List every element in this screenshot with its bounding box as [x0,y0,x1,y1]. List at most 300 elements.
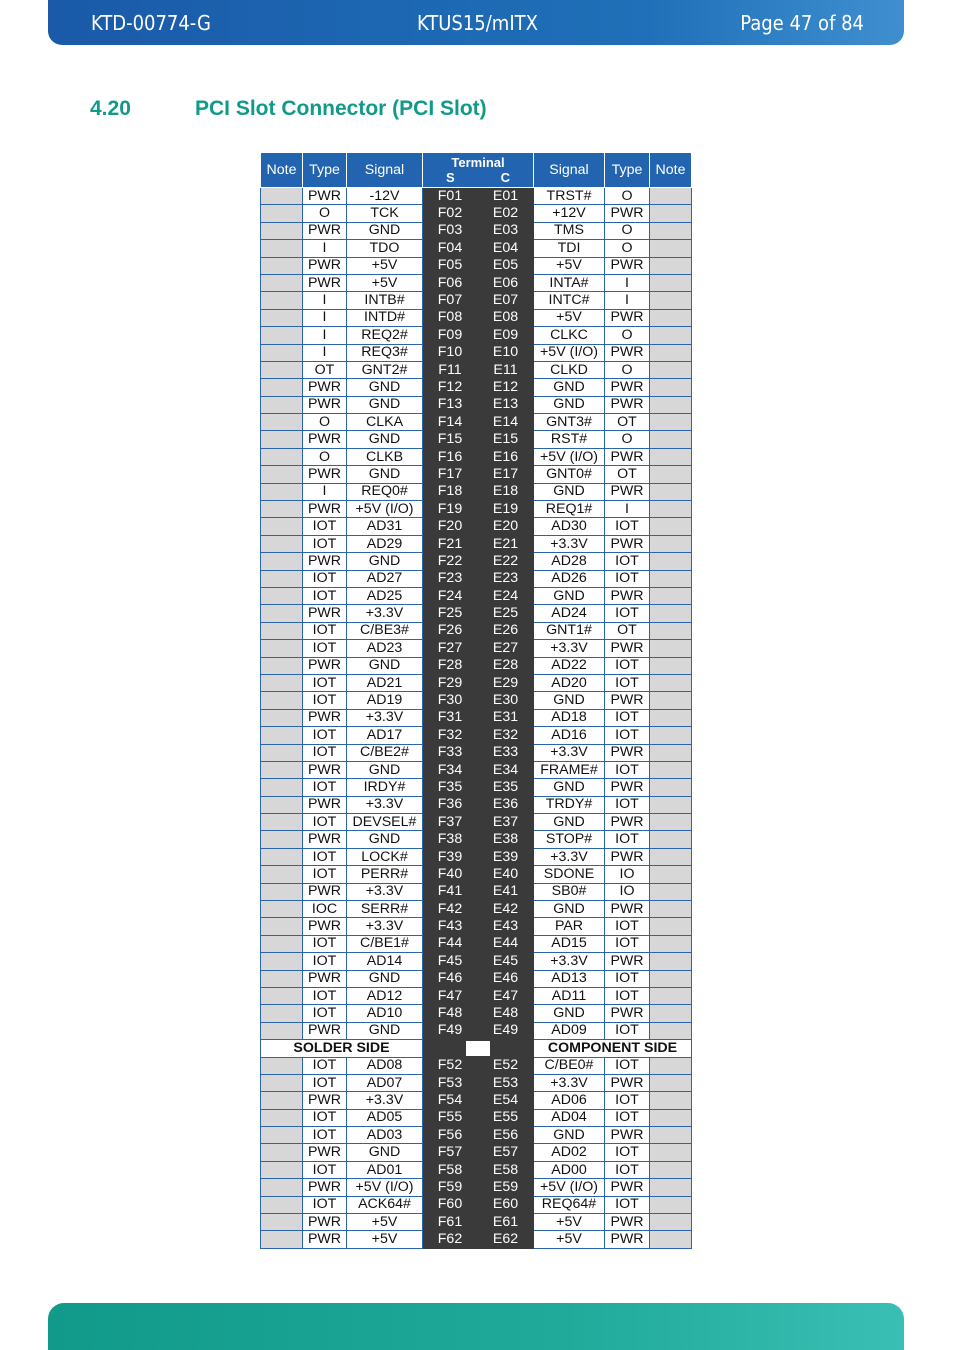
pin-s-cell: F35 [423,779,478,796]
signal-cell-left: INTD# [347,309,423,326]
note-cell-right [650,605,692,622]
pin-c-cell: E54 [478,1092,534,1109]
signal-cell-right: +5V (I/O) [534,1179,605,1196]
pin-c-cell: E12 [478,379,534,396]
signal-cell-left: AD27 [347,570,423,587]
type-cell-left: IOT [303,814,347,831]
note-cell-left [261,448,303,465]
type-cell-left: IOT [303,692,347,709]
pin-s-cell: F06 [423,274,478,291]
type-cell-right: IOT [605,1092,650,1109]
signal-cell-left: C/BE2# [347,744,423,761]
pin-s-cell: F57 [423,1144,478,1161]
signal-cell-left: +5V [347,1231,423,1248]
header-terminal [423,153,534,188]
signal-cell-left: +3.3V [347,883,423,900]
note-cell-right [650,222,692,239]
header-signal-right: Signal [534,153,605,188]
note-cell-left [261,205,303,222]
pin-s-cell: F46 [423,970,478,987]
pin-s-cell: F31 [423,709,478,726]
table-row [261,918,692,935]
signal-cell-right: RST# [534,431,605,448]
type-cell-right: IOT [605,1109,650,1126]
note-cell-left [261,796,303,813]
signal-cell-left: GND [347,761,423,778]
note-cell-right [650,274,692,291]
pin-s-cell: F47 [423,987,478,1004]
type-cell-right: IOT [605,553,650,570]
pin-s-cell: F12 [423,379,478,396]
pin-s-cell: F03 [423,222,478,239]
table-row [261,466,692,483]
pin-c-cell: E52 [478,1057,534,1074]
side-label-row [261,1040,692,1057]
note-cell-left [261,1144,303,1161]
note-cell-right [650,483,692,500]
pin-s-cell: F24 [423,587,478,604]
table-row [261,970,692,987]
pin-s-cell: F08 [423,309,478,326]
signal-cell-left: IRDY# [347,779,423,796]
type-cell-right: O [605,222,650,239]
note-cell-left [261,274,303,291]
type-cell-right: IOT [605,518,650,535]
type-cell-left: PWR [303,709,347,726]
pin-s-cell: F48 [423,1005,478,1022]
pin-c-cell: E47 [478,987,534,1004]
note-cell-right [650,1057,692,1074]
note-cell-right [650,622,692,639]
table-row [261,779,692,796]
signal-cell-right: +3.3V [534,848,605,865]
signal-cell-left: AD17 [347,727,423,744]
type-cell-right: PWR [605,344,650,361]
table-row [261,448,692,465]
signal-cell-left: SERR# [347,901,423,918]
pin-c-cell: E43 [478,918,534,935]
type-cell-right: PWR [605,1214,650,1231]
note-cell-left [261,240,303,257]
signal-cell-right: GND [534,1005,605,1022]
note-cell-left [261,709,303,726]
pin-c-cell: E29 [478,674,534,691]
header-type-right: Type [605,153,650,188]
pin-c-cell: E62 [478,1231,534,1248]
note-cell-right [650,448,692,465]
note-cell-right [650,553,692,570]
signal-cell-right: +5V [534,257,605,274]
note-cell-left [261,1127,303,1144]
table-row [261,657,692,674]
signal-cell-left: CLKB [347,448,423,465]
type-cell-left: PWR [303,1231,347,1248]
pin-c-cell: E41 [478,883,534,900]
signal-cell-right: +5V (I/O) [534,448,605,465]
pin-s-cell: F30 [423,692,478,709]
type-cell-left: PWR [303,796,347,813]
signal-cell-left: PERR# [347,866,423,883]
signal-cell-right: +5V [534,1231,605,1248]
note-cell-left [261,814,303,831]
type-cell-left: PWR [303,1092,347,1109]
signal-cell-right: +3.3V [534,640,605,657]
note-cell-left [261,396,303,413]
type-cell-right: OT [605,414,650,431]
note-cell-right [650,779,692,796]
type-cell-right: IOT [605,831,650,848]
table-row [261,431,692,448]
pin-c-cell: E05 [478,257,534,274]
note-cell-left [261,1179,303,1196]
pin-s-cell: F09 [423,327,478,344]
pin-s-cell: F34 [423,761,478,778]
pin-s-cell: F28 [423,657,478,674]
page-number: Page 47 of 84 [740,11,864,35]
note-cell-right [650,361,692,378]
signal-cell-left: GND [347,222,423,239]
note-cell-right [650,918,692,935]
table-header-row [261,153,692,188]
signal-cell-right: GND [534,587,605,604]
signal-cell-left: AD31 [347,518,423,535]
type-cell-left: IOT [303,518,347,535]
note-cell-left [261,1057,303,1074]
note-cell-left [261,901,303,918]
note-cell-left [261,953,303,970]
pin-c-cell: E42 [478,901,534,918]
note-cell-left [261,779,303,796]
type-cell-left: IOT [303,1196,347,1213]
type-cell-left: PWR [303,657,347,674]
pin-c-cell: E18 [478,483,534,500]
signal-cell-right: AD00 [534,1161,605,1178]
type-cell-left: IOT [303,674,347,691]
signal-cell-right: AD30 [534,518,605,535]
table-row [261,727,692,744]
pin-c-cell: E13 [478,396,534,413]
pin-s-cell: F04 [423,240,478,257]
pin-s-cell: F38 [423,831,478,848]
table-row [261,674,692,691]
type-cell-right: IOT [605,796,650,813]
signal-cell-right: GNT3# [534,414,605,431]
signal-cell-right: PAR [534,918,605,935]
table-row [261,587,692,604]
note-cell-left [261,761,303,778]
pin-s-cell: F25 [423,605,478,622]
pin-c-cell: E37 [478,814,534,831]
type-cell-right: IOT [605,605,650,622]
table-row [261,518,692,535]
signal-cell-right: C/BE0# [534,1057,605,1074]
pin-c-cell: E45 [478,953,534,970]
table-row [261,1127,692,1144]
signal-cell-left: AD29 [347,535,423,552]
type-cell-left: PWR [303,1214,347,1231]
pin-s-cell: F56 [423,1127,478,1144]
table-row [261,483,692,500]
note-cell-right [650,327,692,344]
pin-s-cell: F37 [423,814,478,831]
note-cell-right [650,205,692,222]
signal-cell-right: INTC# [534,292,605,309]
type-cell-right: IOT [605,1144,650,1161]
type-cell-left: PWR [303,553,347,570]
signal-cell-left: AD21 [347,674,423,691]
note-cell-right [650,240,692,257]
note-cell-left [261,466,303,483]
note-cell-right [650,796,692,813]
header-signal-left: Signal [347,153,423,188]
note-cell-right [650,727,692,744]
note-cell-left [261,518,303,535]
table-row [261,379,692,396]
note-cell-left [261,692,303,709]
type-cell-right: O [605,361,650,378]
type-cell-left: IOT [303,935,347,952]
header-note-left: Note [261,153,303,188]
pin-c-cell: E01 [478,188,534,205]
pin-s-cell: F11 [423,361,478,378]
pin-c-cell: E15 [478,431,534,448]
table-row [261,222,692,239]
header-note-right: Note [650,153,692,188]
pin-c-cell: E19 [478,501,534,518]
type-cell-left: IOT [303,953,347,970]
type-cell-right: PWR [605,1074,650,1091]
note-cell-right [650,1005,692,1022]
signal-cell-left: AD23 [347,640,423,657]
type-cell-right: IOT [605,657,650,674]
signal-cell-right: GND [534,483,605,500]
type-cell-left: I [303,309,347,326]
table-row [261,640,692,657]
type-cell-right: OT [605,466,650,483]
note-cell-right [650,518,692,535]
note-cell-right [650,309,692,326]
signal-cell-left: REQ2# [347,327,423,344]
note-cell-right [650,1144,692,1161]
note-cell-right [650,396,692,413]
pin-c-cell: E32 [478,727,534,744]
note-cell-left [261,622,303,639]
type-cell-right: IOT [605,970,650,987]
pin-c-cell: E33 [478,744,534,761]
note-cell-right [650,866,692,883]
signal-cell-left: INTB# [347,292,423,309]
note-cell-right [650,970,692,987]
type-cell-right: I [605,501,650,518]
type-cell-right: O [605,188,650,205]
table-row [261,188,692,205]
table-row [261,240,692,257]
header-terminal-label: Terminal [451,155,505,170]
note-cell-right [650,1127,692,1144]
note-cell-left [261,553,303,570]
signal-cell-left: GND [347,466,423,483]
signal-cell-left: CLKA [347,414,423,431]
type-cell-right: OT [605,622,650,639]
table-row [261,814,692,831]
page-header [48,0,904,45]
note-cell-right [650,744,692,761]
type-cell-left: IOT [303,848,347,865]
pin-c-cell: E08 [478,309,534,326]
note-cell-right [650,1074,692,1091]
signal-cell-left: LOCK# [347,848,423,865]
pin-s-cell: F49 [423,1022,478,1039]
type-cell-right: PWR [605,535,650,552]
signal-cell-left: +3.3V [347,918,423,935]
type-cell-right: I [605,274,650,291]
signal-cell-left: GND [347,970,423,987]
connector-key-gap [423,1040,534,1057]
table-row [261,535,692,552]
pin-s-cell: F62 [423,1231,478,1248]
pin-c-cell: E46 [478,970,534,987]
pin-c-cell: E31 [478,709,534,726]
pin-c-cell: E14 [478,414,534,431]
note-cell-left [261,727,303,744]
signal-cell-right: AD04 [534,1109,605,1126]
type-cell-left: PWR [303,379,347,396]
page-footer [48,1303,904,1350]
signal-cell-left: AD25 [347,587,423,604]
pin-c-cell: E61 [478,1214,534,1231]
signal-cell-right: SB0# [534,883,605,900]
signal-cell-right: +5V [534,309,605,326]
note-cell-left [261,1092,303,1109]
type-cell-right: O [605,240,650,257]
signal-cell-right: TMS [534,222,605,239]
type-cell-left: PWR [303,431,347,448]
type-cell-right: PWR [605,309,650,326]
header-c: C [500,170,511,185]
table-row [261,831,692,848]
type-cell-left: PWR [303,883,347,900]
type-cell-right: O [605,327,650,344]
signal-cell-left: GND [347,431,423,448]
type-cell-right: PWR [605,640,650,657]
type-cell-left: IOT [303,1005,347,1022]
table-row [261,414,692,431]
table-row [261,257,692,274]
note-cell-right [650,587,692,604]
signal-cell-left: AD19 [347,692,423,709]
note-cell-right [650,814,692,831]
signal-cell-left: GND [347,657,423,674]
note-cell-right [650,1022,692,1039]
note-cell-left [261,344,303,361]
type-cell-left: IOT [303,640,347,657]
signal-cell-left: TCK [347,205,423,222]
signal-cell-left: AD05 [347,1109,423,1126]
note-cell-left [261,987,303,1004]
note-cell-left [261,1022,303,1039]
type-cell-right: IOT [605,674,650,691]
type-cell-left: PWR [303,396,347,413]
table-row [261,344,692,361]
note-cell-right [650,466,692,483]
signal-cell-right: GND [534,1127,605,1144]
note-cell-left [261,918,303,935]
type-cell-left: IOT [303,1109,347,1126]
pin-s-cell: F54 [423,1092,478,1109]
note-cell-left [261,587,303,604]
pin-s-cell: F40 [423,866,478,883]
pin-c-cell: E38 [478,831,534,848]
note-cell-right [650,935,692,952]
signal-cell-right: +12V [534,205,605,222]
type-cell-left: IOC [303,901,347,918]
pin-s-cell: F59 [423,1179,478,1196]
type-cell-left: PWR [303,1022,347,1039]
type-cell-left: IOT [303,1127,347,1144]
note-cell-right [650,292,692,309]
pin-s-cell: F14 [423,414,478,431]
note-cell-left [261,309,303,326]
pin-c-cell: E11 [478,361,534,378]
signal-cell-left: +3.3V [347,796,423,813]
signal-cell-right: +5V (I/O) [534,344,605,361]
pin-c-cell: E26 [478,622,534,639]
type-cell-right: PWR [605,205,650,222]
note-cell-left [261,848,303,865]
pin-c-cell: E53 [478,1074,534,1091]
signal-cell-right: +3.3V [534,744,605,761]
note-cell-left [261,292,303,309]
pin-s-cell: F27 [423,640,478,657]
type-cell-right: IOT [605,1196,650,1213]
signal-cell-right: CLKC [534,327,605,344]
type-cell-right: PWR [605,483,650,500]
signal-cell-right: AD02 [534,1144,605,1161]
signal-cell-right: AD09 [534,1022,605,1039]
table-row [261,709,692,726]
note-cell-right [650,501,692,518]
pin-c-cell: E03 [478,222,534,239]
note-cell-left [261,483,303,500]
signal-cell-right: TRST# [534,188,605,205]
type-cell-left: OT [303,361,347,378]
document-id: KTD-00774-G [91,11,211,35]
pin-c-cell: E17 [478,466,534,483]
table-row [261,361,692,378]
type-cell-left: PWR [303,831,347,848]
note-cell-right [650,674,692,691]
table-row [261,1022,692,1039]
type-cell-right: IOT [605,1022,650,1039]
pin-s-cell: F58 [423,1161,478,1178]
signal-cell-left: REQ3# [347,344,423,361]
pin-c-cell: E22 [478,553,534,570]
note-cell-right [650,901,692,918]
note-cell-left [261,674,303,691]
type-cell-left: IOT [303,1161,347,1178]
type-cell-left: IOT [303,866,347,883]
pin-s-cell: F23 [423,570,478,587]
type-cell-right: PWR [605,848,650,865]
note-cell-left [261,640,303,657]
table-row [261,292,692,309]
note-cell-left [261,1196,303,1213]
note-cell-left [261,501,303,518]
table-row [261,501,692,518]
type-cell-right: PWR [605,257,650,274]
note-cell-right [650,1196,692,1213]
signal-cell-left: C/BE1# [347,935,423,952]
